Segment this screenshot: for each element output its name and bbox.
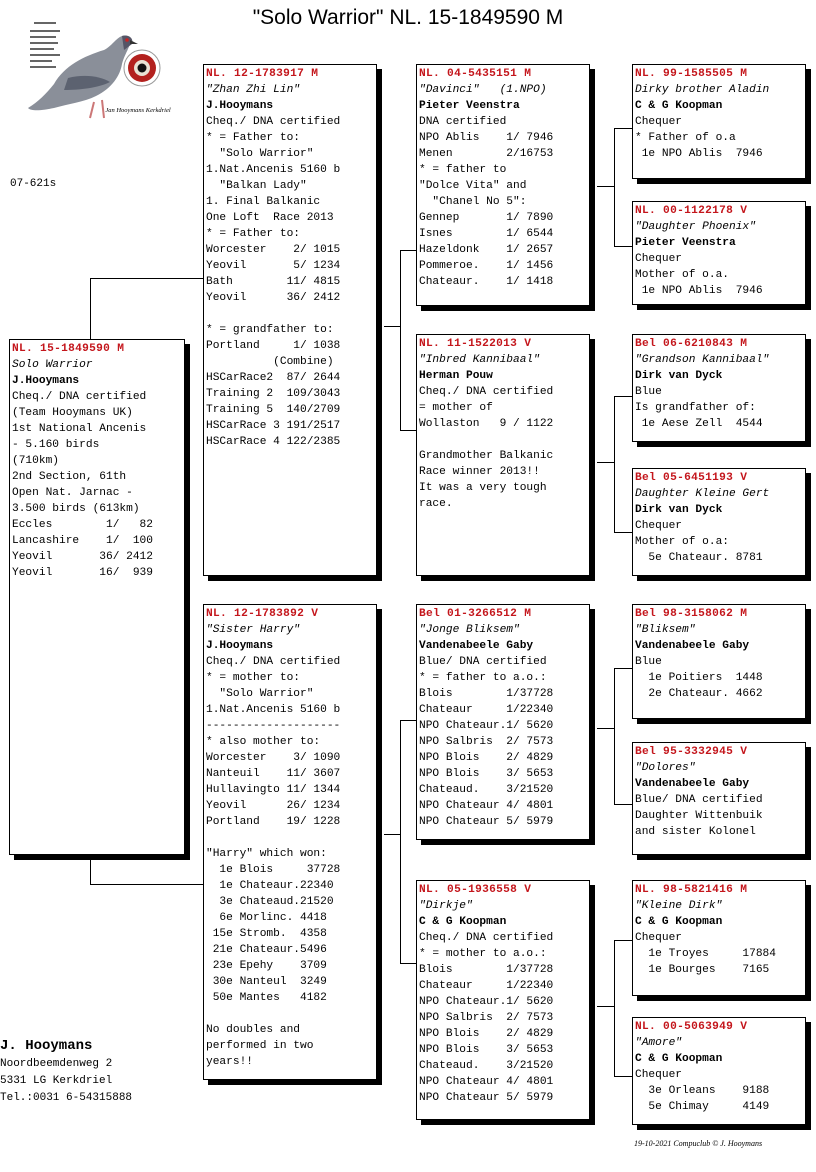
- reference-code: 07-621s: [10, 178, 57, 190]
- pigeon-logo-caption: Jan Hooymans Kerkdriel: [105, 107, 171, 114]
- pigeon-owner: Dirk van Dyck: [635, 504, 723, 516]
- pigeon-owner: C & G Koopman: [419, 916, 507, 928]
- pedigree-line: Yeovil 36/ 2412: [206, 292, 341, 304]
- pedigree-line: 2nd Section, 61th: [12, 471, 127, 483]
- pedigree-line: It was a very tough: [419, 482, 547, 494]
- pedigree-line: 1st National Ancenis: [12, 423, 147, 435]
- pedigree-box-sire-sire-dam: [632, 201, 806, 305]
- connector: [400, 720, 416, 721]
- pedigree-line: NPO Chateaur.1/ 5620: [419, 720, 554, 732]
- pedigree-line: [206, 830, 374, 846]
- connector: [400, 963, 416, 964]
- pedigree-line: "Solo Warrior": [206, 148, 314, 160]
- pigeon-owner: J.Hooymans: [206, 640, 274, 652]
- pedigree-line: Portland 1/ 1038: [206, 340, 341, 352]
- pedigree-line: 3.500 birds (613km): [12, 503, 140, 515]
- pedigree-line: 1.Nat.Ancenis 5160 b: [206, 164, 341, 176]
- pedigree-line: * also mother to:: [206, 736, 321, 748]
- pedigree-line: (710km): [12, 455, 59, 467]
- pedigree-line: [419, 432, 587, 448]
- pigeon-logo: [24, 16, 174, 126]
- pigeon-owner: Vandenabeele Gaby: [419, 640, 534, 652]
- pedigree-line: Pommeroe. 1/ 1456: [419, 260, 554, 272]
- pigeon-owner: J.Hooymans: [206, 100, 274, 112]
- pedigree-line: and sister Kolonel: [635, 826, 756, 838]
- pigeon-name: "Jonge Bliksem": [419, 624, 520, 636]
- pedigree-line: 5e Chateaur. 8781: [635, 552, 763, 564]
- pedigree-box-sire-dam-sire: [632, 334, 806, 442]
- breeder-name: J. Hooymans: [0, 1038, 93, 1054]
- pedigree-box-dam-sire-dam: [632, 742, 806, 855]
- pedigree-line: Yeovil 5/ 1234: [206, 260, 341, 272]
- ring-number: NL. 15-1849590 M: [12, 343, 125, 355]
- pedigree-line: 1. Final Balkanic: [206, 196, 321, 208]
- connector: [614, 804, 632, 805]
- connector: [400, 250, 416, 251]
- connector: [614, 128, 615, 246]
- pedigree-line: * = father to: [419, 164, 507, 176]
- pedigree-line: Daughter Wittenbuik: [635, 810, 763, 822]
- pedigree-line: Bath 11/ 4815: [206, 276, 341, 288]
- pedigree-line: DNA certified: [419, 116, 507, 128]
- pigeon-owner: C & G Koopman: [635, 1053, 723, 1065]
- connector: [597, 462, 615, 463]
- pedigree-line: HSCarRace 3 191/2517: [206, 420, 341, 432]
- pedigree-line: 23e Epehy 3709: [206, 960, 327, 972]
- pedigree-line: Cheq./ DNA certified: [206, 116, 341, 128]
- pedigree-line: "Dolce Vita" and: [419, 180, 527, 192]
- connector: [400, 250, 401, 430]
- pedigree-line: Chateaud. 3/21520: [419, 784, 554, 796]
- pedigree-line: Wollaston 9 / 1122: [419, 418, 554, 430]
- pedigree-line: Cheq./ DNA certified: [419, 932, 554, 944]
- pigeon-logo-legend: [30, 22, 60, 68]
- pigeon-name: "Kleine Dirk": [635, 900, 723, 912]
- pigeon-name: "Daughter Phoenix": [635, 221, 756, 233]
- ring-number: NL. 04-5435151 M: [419, 68, 532, 80]
- pedigree-line: Chequer: [635, 253, 682, 265]
- pedigree-line: NPO Chateaur.1/ 5620: [419, 996, 554, 1008]
- pedigree-line: Grandmother Balkanic: [419, 450, 554, 462]
- pigeon-bird-icon: [28, 35, 138, 118]
- pedigree-box-sire-dam: [416, 334, 590, 576]
- pedigree-line: performed in two: [206, 1040, 314, 1052]
- connector: [400, 720, 401, 964]
- pedigree-line: [206, 1006, 374, 1022]
- connector: [614, 668, 632, 669]
- pedigree-line: Lancashire 1/ 100: [12, 535, 153, 547]
- pigeon-name: "Dirkje": [419, 900, 473, 912]
- pedigree-line: Gennep 1/ 7890: [419, 212, 554, 224]
- pedigree-line: [206, 306, 374, 322]
- pedigree-line: 2e Chateaur. 4662: [635, 688, 763, 700]
- pigeon-owner: C & G Koopman: [635, 916, 723, 928]
- pedigree-box-dam-dam-sire: [632, 880, 806, 996]
- pedigree-line: 1e Bourges 7165: [635, 964, 770, 976]
- pedigree-box-sire-dam-dam: [632, 468, 806, 576]
- pigeon-owner: C & G Koopman: [635, 100, 723, 112]
- connector: [597, 1006, 615, 1007]
- ring-number: NL. 12-1783892 V: [206, 608, 319, 620]
- pedigree-line: (Combine): [206, 356, 334, 368]
- pedigree-line: 3e Chateaud.21520: [206, 896, 334, 908]
- pedigree-line: 50e Mantes 4182: [206, 992, 327, 1004]
- ring-number: NL. 98-5821416 M: [635, 884, 748, 896]
- pedigree-line: "Chanel No 5":: [419, 196, 527, 208]
- pedigree-line: Cheq./ DNA certified: [206, 656, 341, 668]
- pedigree-line: Yeovil 16/ 939: [12, 567, 153, 579]
- pedigree-line: NPO Blois 2/ 4829: [419, 752, 554, 764]
- pedigree-box-dam-dam: [416, 880, 590, 1120]
- connector: [614, 940, 615, 1076]
- pedigree-line: 1e Blois 37728: [206, 864, 341, 876]
- page-title: "Solo Warrior" NL. 15-1849590 M: [252, 6, 564, 29]
- ring-number: Bel 06-6210843 M: [635, 338, 748, 350]
- pigeon-owner: Dirk van Dyck: [635, 370, 723, 382]
- pedigree-line: No doubles and: [206, 1024, 300, 1036]
- pigeon-name: "Amore": [635, 1037, 682, 1049]
- pedigree-line: - 5.160 birds: [12, 439, 100, 451]
- pedigree-line: Chateaud. 3/21520: [419, 1060, 554, 1072]
- pedigree-line: 15e Stromb. 4358: [206, 928, 327, 940]
- pedigree-line: 30e Nanteul 3249: [206, 976, 327, 988]
- pedigree-line: 1e Troyes 17884: [635, 948, 776, 960]
- connector: [614, 668, 615, 804]
- pedigree-line: Cheq./ DNA certified: [12, 391, 147, 403]
- pedigree-line: 1.Nat.Ancenis 5160 b: [206, 704, 341, 716]
- pedigree-line: "Balkan Lady": [206, 180, 307, 192]
- pedigree-line: Nanteuil 11/ 3607: [206, 768, 341, 780]
- pedigree-line: Chateaur. 1/ 1418: [419, 276, 554, 288]
- connector: [384, 834, 401, 835]
- pedigree-line: NPO Chateaur 4/ 4801: [419, 800, 554, 812]
- pedigree-line: Yeovil 36/ 2412: [12, 551, 153, 563]
- ring-number: NL. 00-1122178 V: [635, 205, 748, 217]
- pedigree-line: Race winner 2013!!: [419, 466, 540, 478]
- pedigree-line: HSCarRace 4 122/2385: [206, 436, 341, 448]
- pedigree-line: 6e Morlinc. 4418: [206, 912, 327, 924]
- pedigree-line: years!!: [206, 1056, 253, 1068]
- pedigree-line: * = grandfather to:: [206, 324, 334, 336]
- pedigree-line: Worcester 3/ 1090: [206, 752, 341, 764]
- pedigree-box-dam-sire: [416, 604, 590, 840]
- pedigree-line: (Team Hooymans UK): [12, 407, 133, 419]
- pigeon-name: "Dolores": [635, 762, 696, 774]
- connector: [90, 278, 91, 340]
- pedigree-line: 3e Orleans 9188: [635, 1085, 770, 1097]
- pedigree-line: Portland 19/ 1228: [206, 816, 341, 828]
- connector: [614, 128, 632, 129]
- connector: [614, 396, 615, 532]
- ring-number: Bel 95-3332945 V: [635, 746, 748, 758]
- ring-number: Bel 01-3266512 M: [419, 608, 532, 620]
- pedigree-box-dam-dam-dam: [632, 1017, 806, 1125]
- pedigree-line: Cheq./ DNA certified: [419, 386, 554, 398]
- pedigree-line: Open Nat. Jarnac -: [12, 487, 133, 499]
- ring-number: Bel 05-6451193 V: [635, 472, 748, 484]
- pigeon-owner: Vandenabeele Gaby: [635, 640, 750, 652]
- pedigree-line: Menen 2/16753: [419, 148, 554, 160]
- connector: [597, 186, 615, 187]
- pigeon-name: "Sister Harry": [206, 624, 300, 636]
- pedigree-line: NPO Chateaur 4/ 4801: [419, 1076, 554, 1088]
- pedigree-line: Blois 1/37728: [419, 964, 554, 976]
- pedigree-line: NPO Salbris 2/ 7573: [419, 736, 554, 748]
- pedigree-box-subject: [9, 339, 185, 855]
- breeder-info: [0, 1036, 132, 1107]
- connector: [614, 532, 632, 533]
- pedigree-line: 1e NPO Ablis 7946: [635, 148, 763, 160]
- pedigree-line: HSCarRace2 87/ 2644: [206, 372, 341, 384]
- pigeon-eye-icon: [124, 50, 160, 86]
- pedigree-line: 1e NPO Ablis 7946: [635, 285, 763, 297]
- pigeon-name: "Bliksem": [635, 624, 696, 636]
- connector: [90, 855, 91, 885]
- pigeon-owner: Vandenabeele Gaby: [635, 778, 750, 790]
- pigeon-owner: J.Hooymans: [12, 375, 80, 387]
- pedigree-line: Eccles 1/ 82: [12, 519, 153, 531]
- pedigree-box-sire: [203, 64, 377, 576]
- pedigree-line: --------------------: [206, 720, 341, 732]
- pedigree-line: Isnes 1/ 6544: [419, 228, 554, 240]
- connector: [614, 1076, 632, 1077]
- pigeon-name: Dirky brother Aladin: [635, 84, 770, 96]
- connector: [400, 430, 416, 431]
- connector: [90, 884, 204, 885]
- breeder-address-line: Noordbeemdenweg 2: [0, 1058, 113, 1070]
- breeder-phone: Tel.:0031 6-54315888: [0, 1092, 133, 1104]
- ring-number: NL. 99-1585505 M: [635, 68, 748, 80]
- pedigree-line: Chateaur 1/22340: [419, 704, 554, 716]
- pedigree-line: Is grandfather of:: [635, 402, 756, 414]
- connector: [614, 246, 632, 247]
- pedigree-line: Blue/ DNA certified: [419, 656, 547, 668]
- pedigree-line: Chequer: [635, 1069, 682, 1081]
- pedigree-line: = mother of: [419, 402, 493, 414]
- pedigree-line: Chateaur 1/22340: [419, 980, 554, 992]
- ring-number: Bel 98-3158062 M: [635, 608, 748, 620]
- pedigree-line: NPO Ablis 1/ 7946: [419, 132, 554, 144]
- pedigree-line: 1e Poitiers 1448: [635, 672, 763, 684]
- ring-number: NL. 00-5063949 V: [635, 1021, 748, 1033]
- pedigree-line: "Solo Warrior": [206, 688, 314, 700]
- pedigree-line: NPO Blois 3/ 5653: [419, 1044, 554, 1056]
- pedigree-line: NPO Blois 3/ 5653: [419, 768, 554, 780]
- pedigree-line: 21e Chateaur.5496: [206, 944, 327, 956]
- pedigree-line: * = Father to:: [206, 228, 300, 240]
- pedigree-line: Hullavingto 11/ 1344: [206, 784, 341, 796]
- pedigree-line: race.: [419, 498, 453, 510]
- pigeon-owner: Pieter Veenstra: [635, 237, 736, 249]
- pedigree-box-sire-sire: [416, 64, 590, 306]
- pedigree-line: * = Father to:: [206, 132, 300, 144]
- pedigree-line: Mother of o.a.: [635, 269, 729, 281]
- pedigree-line: Blue: [635, 656, 662, 668]
- pedigree-line: Chequer: [635, 116, 682, 128]
- pedigree-line: NPO Salbris 2/ 7573: [419, 1012, 554, 1024]
- connector: [90, 278, 204, 279]
- pedigree-line: Training 2 109/3043: [206, 388, 341, 400]
- pedigree-box-sire-sire-sire: [632, 64, 806, 179]
- pedigree-line: 1e Aese Zell 4544: [635, 418, 763, 430]
- connector: [614, 940, 632, 941]
- pedigree-box-dam: [203, 604, 377, 1080]
- pedigree-line: 5e Chimay 4149: [635, 1101, 770, 1113]
- pedigree-line: Blue: [635, 386, 662, 398]
- pedigree-line: Blue/ DNA certified: [635, 794, 763, 806]
- pigeon-name: "Davinci" (1.NPO): [419, 84, 547, 96]
- pedigree-line: One Loft Race 2013: [206, 212, 334, 224]
- pedigree-line: Mother of o.a:: [635, 536, 729, 548]
- pedigree-line: Blois 1/37728: [419, 688, 554, 700]
- footer-credit: 19-10-2021 Compuclub © J. Hooymans: [634, 1139, 763, 1148]
- pedigree-line: Training 5 140/2709: [206, 404, 341, 416]
- pedigree-line: Yeovil 26/ 1234: [206, 800, 341, 812]
- ring-number: NL. 12-1783917 M: [206, 68, 319, 80]
- connector: [614, 396, 632, 397]
- pedigree-line: "Harry" which won:: [206, 848, 327, 860]
- pigeon-name: Daughter Kleine Gert: [635, 488, 770, 500]
- pedigree-line: Worcester 2/ 1015: [206, 244, 341, 256]
- pigeon-name: "Grandson Kannibaal": [635, 354, 770, 366]
- pigeon-name: "Inbred Kannibaal": [419, 354, 540, 366]
- breeder-address-line: 5331 LG Kerkdriel: [0, 1075, 113, 1087]
- pedigree-line: Hazeldonk 1/ 2657: [419, 244, 554, 256]
- pigeon-owner: Herman Pouw: [419, 370, 493, 382]
- pedigree-line: * = mother to:: [206, 672, 300, 684]
- pigeon-name: "Zhan Zhi Lin": [206, 84, 300, 96]
- pedigree-line: * Father of o.a: [635, 132, 736, 144]
- pedigree-line: Chequer: [635, 520, 682, 532]
- pigeon-owner: Pieter Veenstra: [419, 100, 520, 112]
- pedigree-line: * = mother to a.o.:: [419, 948, 547, 960]
- pigeon-name: Solo Warrior: [12, 359, 93, 371]
- pedigree-box-dam-sire-sire: [632, 604, 806, 719]
- pedigree-line: NPO Chateaur 5/ 5979: [419, 1092, 554, 1104]
- pedigree-line: * = father to a.o.:: [419, 672, 547, 684]
- pedigree-line: Chequer: [635, 932, 682, 944]
- ring-number: NL. 05-1936558 V: [419, 884, 532, 896]
- pedigree-line: NPO Blois 2/ 4829: [419, 1028, 554, 1040]
- connector: [384, 326, 401, 327]
- pedigree-line: 1e Chateaur.22340: [206, 880, 334, 892]
- connector: [597, 728, 615, 729]
- pedigree-line: NPO Chateaur 5/ 5979: [419, 816, 554, 828]
- ring-number: NL. 11-1522013 V: [419, 338, 532, 350]
